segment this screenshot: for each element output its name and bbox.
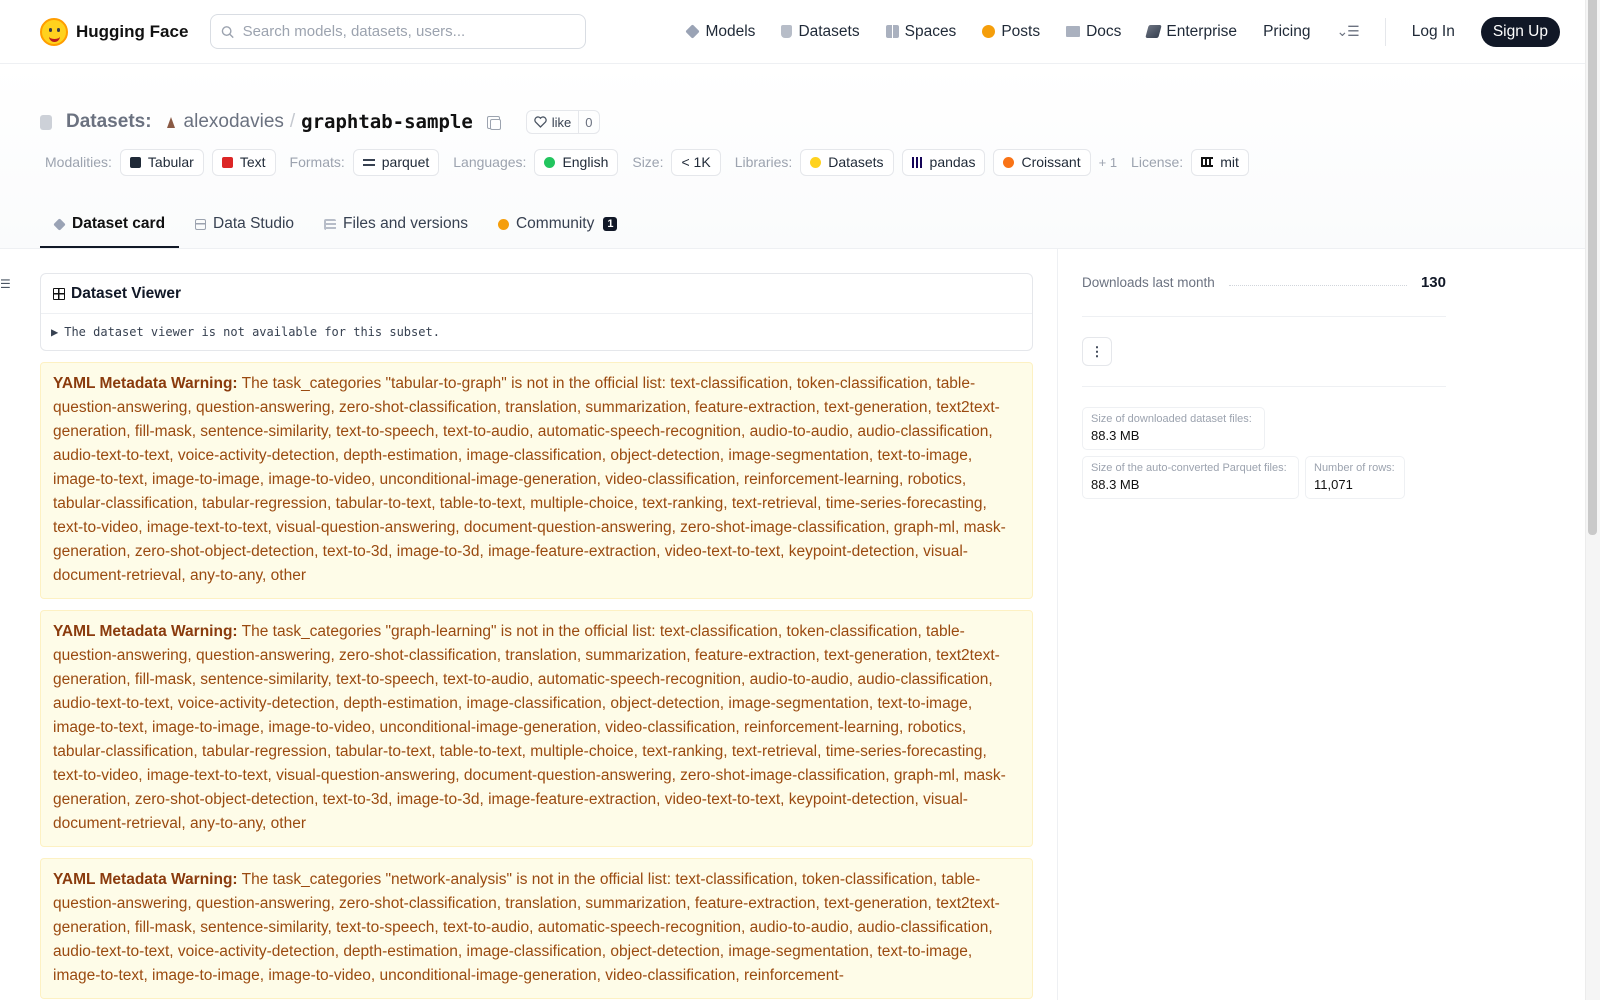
tag-text[interactable] (212, 149, 276, 176)
warning-title: YAML Metadata Warning: (53, 375, 238, 392)
stat-label: Size of downloaded dataset files: (1091, 413, 1252, 425)
table-icon (195, 219, 206, 230)
files-icon (324, 219, 336, 230)
search-input[interactable] (243, 23, 576, 40)
posts-icon (982, 25, 995, 38)
tag-license[interactable] (1191, 149, 1249, 176)
dataset-viewer (40, 273, 1033, 351)
tag-tabular-label: Tabular (147, 154, 194, 170)
nav-spaces-link[interactable] (886, 23, 957, 41)
tag-license-label: mit (1220, 154, 1239, 170)
main-nav (686, 17, 1560, 47)
languages-label: Languages: (453, 154, 527, 170)
dataset-viewer-title: Dataset Viewer (71, 284, 181, 302)
nav-posts-label: Posts (1001, 22, 1041, 40)
license-icon (1201, 157, 1213, 167)
modalities-label: Modalities: (45, 154, 112, 170)
warning-message: The task_categories "graph-learning" is not in the official list: text-classification, token-classification, table-question-answering, question-answering, zero-shot-classification, translation, summarization, feature-extraction, text-generation, text2text-generation, fill-mask, sentence-similarity, text-to-speech, text-to-audio, automatic-speech-recognition, audio-to-audio, audio-classification, audio-text-to-text, voice-activity-detection, depth-estimation, image-classification, object-detection, image-segmentation, text-to-image, image-to-text, image-to-image, image-to-video, unconditional-image-generation, video-classification, reinforcement-learning, robotics, tabular-classification, tabular-regression, tabular-to-text, table-to-text, multiple-choice, text-ranking, text-retrieval, time-series-forecasting, text-to-video, image-text-to-text, visual-question-answering, document-question-answering, zero-shot-image-classification, graph-ml, mask-generation, zero-shot-object-detection, text-to-3d, image-to-3d, image-feature-extraction, video-text-to-text, keypoint-detection, visual-document-retrieval, any-to-any, other (53, 623, 1006, 832)
nav-docs-link[interactable] (1066, 23, 1121, 41)
enterprise-icon (1146, 25, 1162, 38)
tab-dataset-card[interactable] (40, 202, 179, 248)
main-content (0, 249, 1600, 1000)
like-label: like (551, 114, 572, 130)
spaces-icon (886, 25, 899, 38)
page-scrollbar[interactable] (1585, 0, 1600, 1000)
nav-divider (1385, 18, 1386, 46)
globe-icon (544, 157, 555, 168)
nav-docs-label: Docs (1086, 22, 1122, 40)
actions-row (1082, 317, 1446, 387)
stat-parquet-size (1082, 456, 1299, 499)
downloads-label: Downloads last month (1082, 275, 1215, 290)
yaml-warning (40, 362, 1033, 599)
formats-label: Formats: (289, 154, 345, 170)
license-label: License: (1131, 154, 1184, 170)
tag-text-label: Text (239, 154, 266, 170)
tag-english-label: English (562, 154, 609, 170)
warning-message: The task_categories "network-analysis" is not in the official list: text-classification, token-classification, table-question-answering, question-answering, zero-shot-classification, translation, summarization, feature-extraction, text-generation, text2text-generation, fill-mask, sentence-similarity, text-to-speech, text-to-audio, automatic-speech-recognition, audio-to-audio, audio-classification, audio-text-to-text, voice-activity-detection, depth-estimation, image-classification, object-detection, image-segmentation, text-to-image, image-to-text, image-to-image, image-to-video, unconditional-image-generation, video-classification, reinforcement- (53, 871, 1000, 984)
tab-community[interactable] (484, 202, 632, 248)
more-options-button[interactable]: ⋮ (1082, 337, 1112, 366)
stat-label: Number of rows: (1314, 462, 1395, 474)
tag-parquet-label: parquet (381, 154, 430, 170)
dataset-stats (1082, 387, 1422, 499)
search-icon (221, 25, 234, 39)
tab-data-studio[interactable] (181, 202, 308, 248)
repo-header (0, 64, 1600, 249)
top-navbar (0, 0, 1600, 64)
warning-title: YAML Metadata Warning: (53, 623, 238, 640)
tag-size[interactable]: < 1K (671, 149, 720, 176)
tab-dataset-card-label: Dataset card (72, 215, 166, 232)
repo-title-row (40, 64, 1560, 142)
stat-downloaded-size (1082, 407, 1265, 450)
size-label: Size: (632, 154, 664, 170)
nav-spaces-label: Spaces (904, 22, 957, 40)
like-button[interactable] (526, 110, 600, 134)
croissant-icon (1003, 157, 1014, 168)
stat-value: 88.3 MB (1091, 428, 1140, 443)
tag-datasets-label: Datasets (828, 154, 884, 170)
tab-files-and-versions[interactable] (310, 202, 482, 248)
nav-posts-link[interactable] (982, 23, 1040, 41)
signup-button[interactable]: Sign Up (1481, 17, 1560, 47)
tab-data-studio-label: Data Studio (213, 215, 295, 232)
brand-name: Hugging Face (76, 21, 189, 41)
docs-icon (1066, 26, 1080, 37)
text-icon (222, 157, 233, 168)
datasets-icon (781, 25, 792, 38)
expand-triangle-icon: ▶ (51, 325, 59, 339)
downloads-row (1082, 249, 1446, 317)
tab-community-label: Community (515, 215, 595, 232)
community-badge: 1 (603, 217, 617, 231)
tag-english[interactable] (534, 149, 618, 176)
stat-value: 11,071 (1314, 477, 1353, 492)
heart-icon (534, 116, 547, 128)
nav-models-label: Models (705, 22, 756, 40)
libraries-label: Libraries: (734, 154, 793, 170)
models-icon (686, 24, 700, 38)
repo-name[interactable]: graphtab-sample (301, 111, 473, 133)
tags-row (40, 146, 1560, 178)
dataset-card-column (0, 249, 1058, 1000)
dataset-viewer-details[interactable] (41, 314, 1032, 350)
section-label[interactable]: Datasets: (66, 111, 152, 132)
dataset-sidebar (1058, 249, 1446, 1000)
downloads-count: 130 (1420, 274, 1446, 291)
nav-datasets-label: Datasets (798, 22, 860, 40)
scrollbar-thumb[interactable] (1588, 0, 1597, 535)
search-box[interactable] (210, 14, 586, 49)
nav-enterprise-label: Enterprise (1166, 22, 1238, 40)
tag-croissant[interactable] (993, 149, 1090, 176)
stat-value: 88.3 MB (1091, 477, 1140, 492)
stat-label: Size of the auto-converted Parquet files: (1091, 462, 1287, 474)
nav-datasets-link[interactable] (781, 23, 859, 41)
repo-tabs (40, 180, 1560, 248)
dataset-card-icon (53, 218, 65, 230)
nav-pricing-link[interactable]: Pricing (1263, 22, 1311, 40)
grid-icon (53, 288, 65, 300)
dataset-icon (40, 115, 52, 130)
owner-link[interactable]: alexodavies (183, 111, 284, 132)
pandas-icon (912, 157, 923, 168)
hugging-face-icon (810, 157, 821, 168)
path-separator: / (289, 111, 296, 132)
nav-enterprise-link[interactable] (1147, 23, 1237, 41)
tab-files-label: Files and versions (343, 215, 468, 232)
hugging-face-logo-icon (40, 18, 68, 46)
parquet-icon (363, 159, 375, 166)
dataset-viewer-message: The dataset viewer is not available for this subset. (64, 325, 440, 339)
login-link[interactable]: Log In (1411, 22, 1455, 40)
tag-datasets-lib[interactable] (800, 149, 893, 176)
tag-tabular[interactable] (120, 149, 204, 176)
tag-croissant-label: Croissant (1021, 154, 1081, 170)
toc-toggle-icon[interactable]: ☰ (0, 277, 11, 291)
tag-pandas[interactable] (902, 149, 986, 176)
downloads-sparkline (1229, 285, 1407, 286)
warning-title: YAML Metadata Warning: (53, 871, 238, 888)
tag-pandas-label: pandas (929, 154, 976, 170)
libraries-more[interactable]: + 1 (1098, 154, 1118, 170)
tabular-icon (130, 157, 141, 168)
brand-home-link[interactable] (40, 18, 188, 46)
community-icon (498, 219, 509, 230)
owner-avatar[interactable] (166, 116, 176, 129)
warning-message: The task_categories "tabular-to-graph" is not in the official list: text-classification, token-classification, table-question-answering, question-answering, zero-shot-classification, translation, summarization, feature-extraction, text-generation, text2text-generation, fill-mask, sentence-similarity, text-to-speech, text-to-audio, automatic-speech-recognition, audio-to-audio, audio-classification, audio-text-to-text, voice-activity-detection, depth-estimation, image-classification, object-detection, image-segmentation, text-to-image, image-to-text, image-to-image, image-to-video, unconditional-image-generation, video-classification, reinforcement-learning, robotics, tabular-classification, tabular-regression, tabular-to-text, table-to-text, multiple-choice, text-ranking, text-retrieval, time-series-forecasting, text-to-video, image-text-to-text, visual-question-answering, document-question-answering, zero-shot-image-classification, graph-ml, mask-generation, zero-shot-object-detection, text-to-3d, image-to-3d, image-feature-extraction, video-text-to-text, keypoint-detection, visual-document-retrieval, any-to-any, other (53, 375, 1006, 584)
yaml-warning (40, 858, 1033, 999)
stat-row-count (1305, 456, 1405, 499)
yaml-warning (40, 610, 1033, 847)
copy-icon[interactable] (487, 116, 500, 129)
nav-models-link[interactable] (686, 23, 755, 41)
tag-parquet[interactable] (353, 149, 439, 176)
like-count: 0 (578, 111, 598, 133)
more-menu-icon[interactable]: ⌄☰ (1336, 23, 1359, 39)
dataset-viewer-header (41, 274, 1032, 314)
